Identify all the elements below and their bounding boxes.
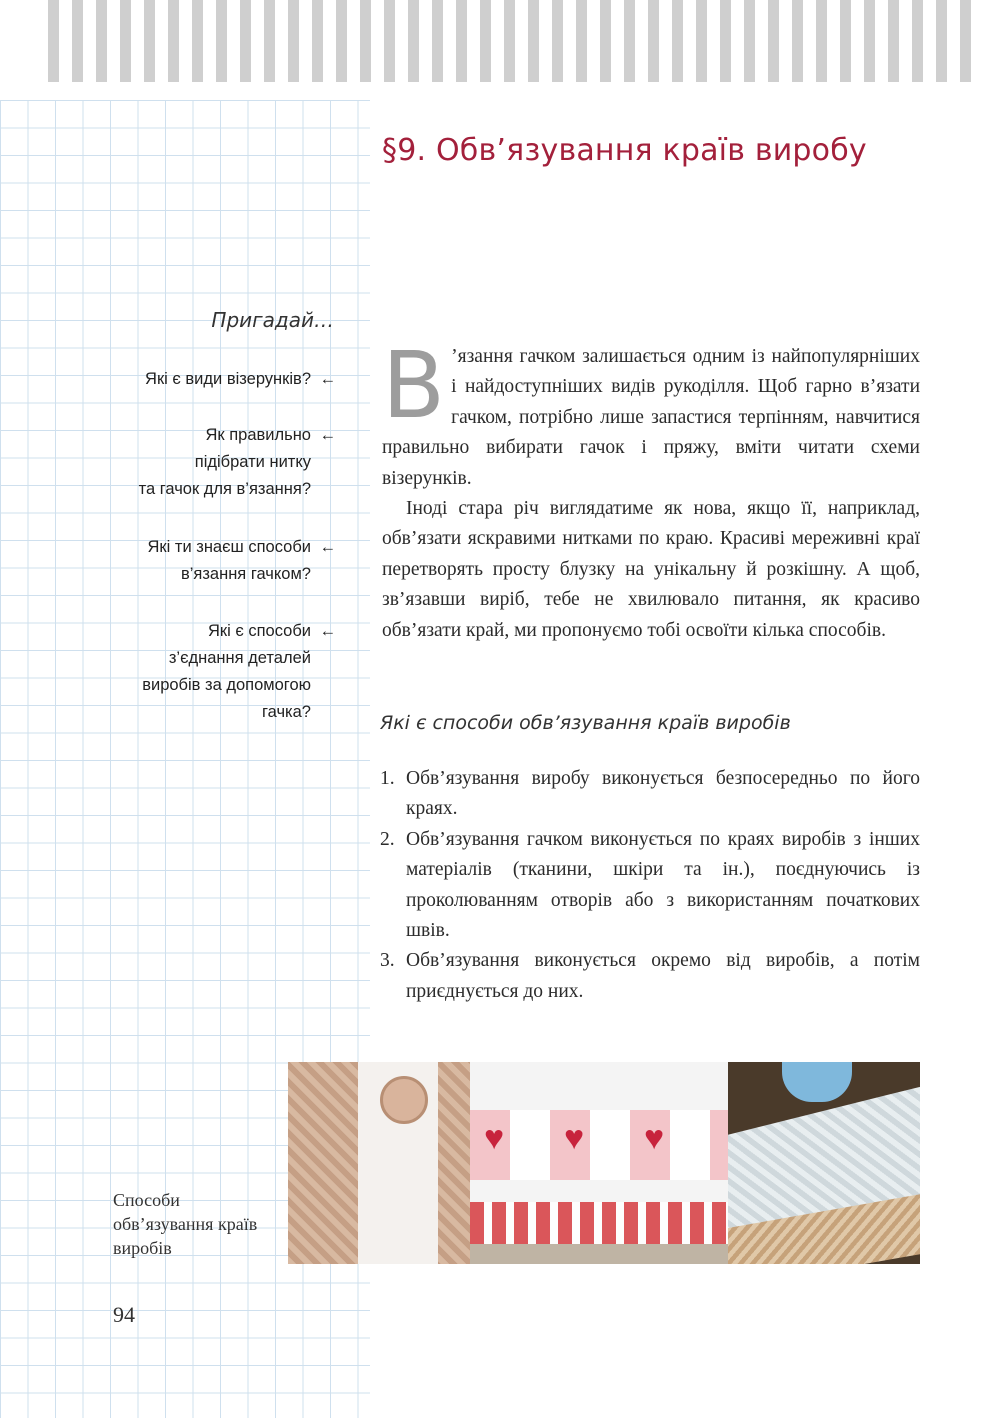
question-line: Які ти знаєш способи [147, 538, 311, 556]
arrow-left-icon: ← [319, 622, 336, 640]
page-number: 94 [113, 1302, 135, 1327]
question-line: підібрати нитку [194, 453, 311, 471]
list-number: 2. [380, 828, 395, 850]
arrow-left-icon: ← [319, 370, 336, 388]
intro-text [382, 332, 920, 646]
question-line: та гачок для в’язання? [138, 480, 311, 498]
list-item [380, 946, 920, 1007]
question-line: Які є способи [207, 622, 311, 640]
remember-label: Пригадай… [211, 308, 334, 332]
intro-paragraph-1: ’язання гачком залишається одним із найпопулярніших і найдоступніших видів рукоділля. Щоб гарно в’язати гачком, потрібно лише запастися терпінням, навчитися правильно вибирати гачок і пряжу, вміти читати схеми візерунків. [382, 346, 920, 489]
question-line: Які є види візерунків? [145, 370, 311, 388]
question-line: гачка? [261, 703, 311, 721]
photo-crochet-cardigan [288, 1062, 470, 1264]
page-title: §9. Обв’язування країв виробу [382, 133, 867, 168]
top-stripe-bar [48, 0, 980, 82]
photo-strip [288, 1062, 920, 1264]
list-item [380, 825, 920, 947]
question-line: Як правильно [205, 426, 311, 444]
figure-caption: Способи обв’язування країв виробів [113, 1190, 258, 1258]
question-line: в’язання гачком? [180, 565, 311, 583]
drop-cap: В [382, 332, 446, 439]
list-number: 3. [380, 950, 395, 972]
list-number: 1. [380, 768, 395, 789]
question-line: виробів за допомогою [142, 676, 311, 694]
arrow-left-icon: ← [319, 426, 336, 444]
intro-paragraph-2: Іноді стара річ виглядатиме як нова, якщо її, наприклад, обв’язати яскравими нитками по краю. Красиві мереживні краї перетворять просту блузку на унікальну й розкішну. А щоб, зв’язавши виріб, тебе не хвилювало питання, як красиво обв’язати край, ми пропонуємо тобі освоїти кілька способів. [382, 498, 920, 641]
question-line: з’єднання деталей [168, 649, 311, 667]
section-subheading: Які є способи обв’язування країв виробів [380, 712, 791, 734]
arrow-left-icon: ← [319, 538, 336, 556]
list-text: Обв’язування гачком виконується по краях виробів з інших матеріалів (тканини, шкіри та ін.), поєднуючись із проколюванням отворів або з використанням початкових швів. [406, 828, 920, 942]
list-text: Обв’язування виконується окремо від виробів, а потім приєднується до них. [406, 950, 920, 1002]
photo-towel-lace-edge: ♥ ♥ ♥ [470, 1062, 728, 1264]
sidebar-question [60, 618, 336, 726]
sidebar-question [60, 534, 336, 588]
sidebar-question [60, 366, 336, 393]
photo-lace-trim [728, 1062, 920, 1264]
methods-list [380, 764, 920, 1007]
list-text: Обв’язування виробу виконується безпосередньо по його краях. [406, 768, 920, 820]
list-item [380, 764, 920, 825]
sidebar-question [60, 422, 336, 503]
